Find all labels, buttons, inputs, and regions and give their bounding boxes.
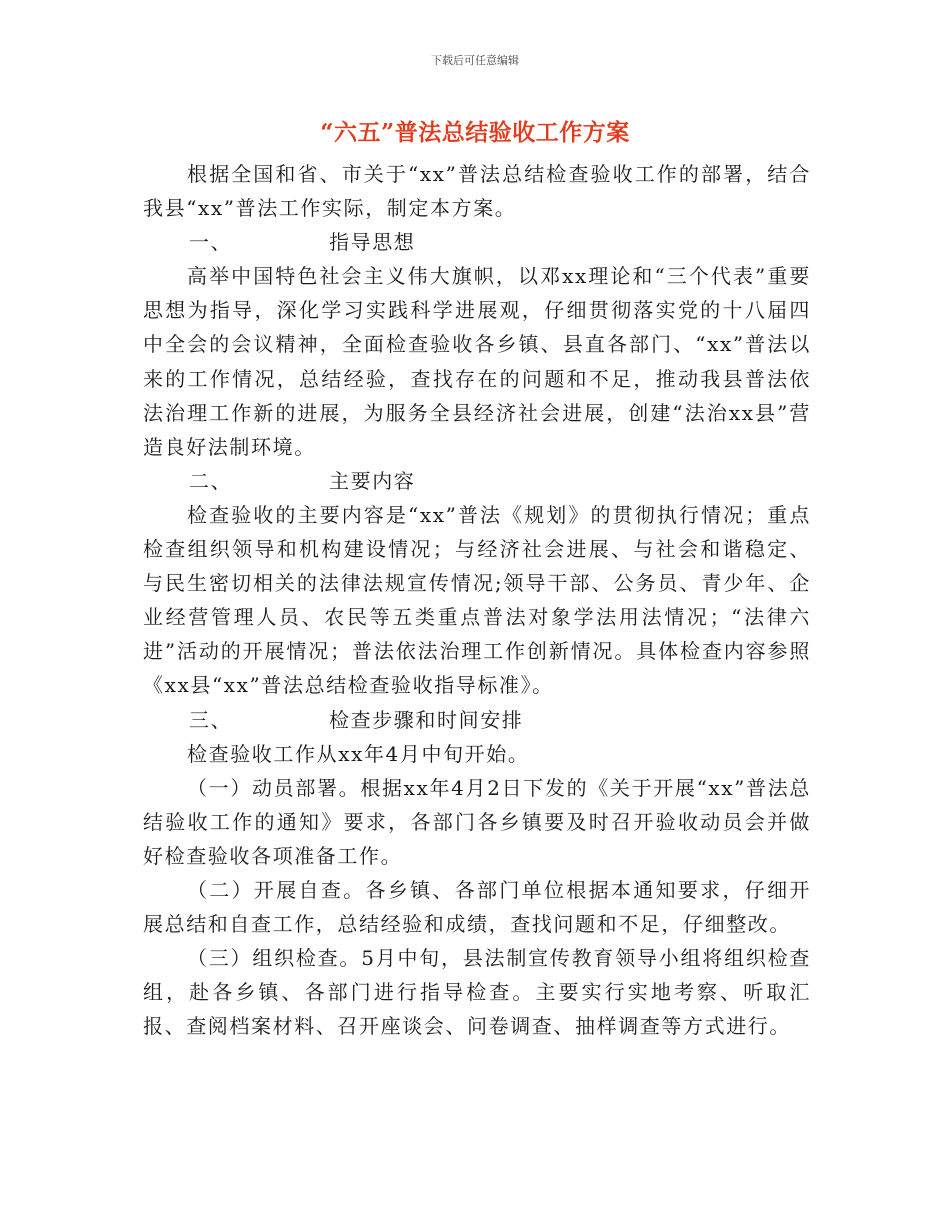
section-heading-3 xyxy=(143,703,811,737)
guiding-ideology-paragraph: 高举中国特色社会主义伟大旗帜，以邓xx理论和“三个代表”重要思想为指导，深化学习实践科学进展观，仔细贯彻落实党的十八届四中全会的会议精神，全面检查验收各乡镇、县直各部门、“xx”普法以来的工作情况，总结经验，查找存在的问题和不足，推动我县普法依法治理工作新的进展，为服务全县经济社会进展，创建“法治xx县”营造良好法制环境。 xyxy=(143,264,811,459)
step-1-paragraph: （一）动员部署。根据xx年4月2日下发的《关于开展“xx”普法总结验收工作的通知》要求，各部门各乡镇要及时召开验收动员会并做好检查验收各项准备工作。 xyxy=(143,775,811,868)
step-2-paragraph: （二）开展自查。各乡镇、各部门单位根据本通知要求，仔细开展总结和自查工作，总结经验和成绩，查找问题和不足，仔细整改。 xyxy=(143,877,811,937)
section-title: 检查步骤和时间安排 xyxy=(329,707,524,732)
step-3-paragraph: （三）组织检查。5月中旬，县法制宣传教育领导小组将组织检查组，赴各乡镇、各部门进行指导检查。主要实行实地考察、听取汇报、查阅档案材料、召开座谈会、问卷调查、抽样调查等方式进行。 xyxy=(143,946,811,1039)
section-heading-2 xyxy=(143,464,811,498)
schedule-intro-paragraph: 检查验收工作从xx年4月中旬开始。 xyxy=(187,741,530,766)
section-heading-1 xyxy=(143,225,811,259)
section-title: 指导思想 xyxy=(329,230,416,255)
header-note: 下载后可任意编辑 xyxy=(431,54,519,67)
section-number: 一、 xyxy=(189,230,233,255)
section-number: 三、 xyxy=(189,707,233,732)
section-number: 二、 xyxy=(189,468,233,493)
document-title: “六五”普法总结验收工作方案 xyxy=(320,119,630,146)
section-title: 主要内容 xyxy=(329,468,416,493)
document-body xyxy=(143,157,811,1043)
intro-paragraph: 根据全国和省、市关于“xx”普法总结检查验收工作的部署，结合我县“xx”普法工作实际，制定本方案。 xyxy=(143,162,811,221)
main-content-paragraph: 检查验收的主要内容是“xx”普法《规划》的贯彻执行情况；重点检查组织领导和机构建设情况；与经济社会进展、与社会和谐稳定、与民生密切相关的法律法规宣传情况;领导干部、公务员、青少年、企业经营管理人员、农民等五类重点普法对象学法用法情况；“法律六进”活动的开展情况；普法依法治理工作创新情况。具体检查内容参照《xx县“xx”普法总结检查验收指导标准》。 xyxy=(143,502,811,698)
